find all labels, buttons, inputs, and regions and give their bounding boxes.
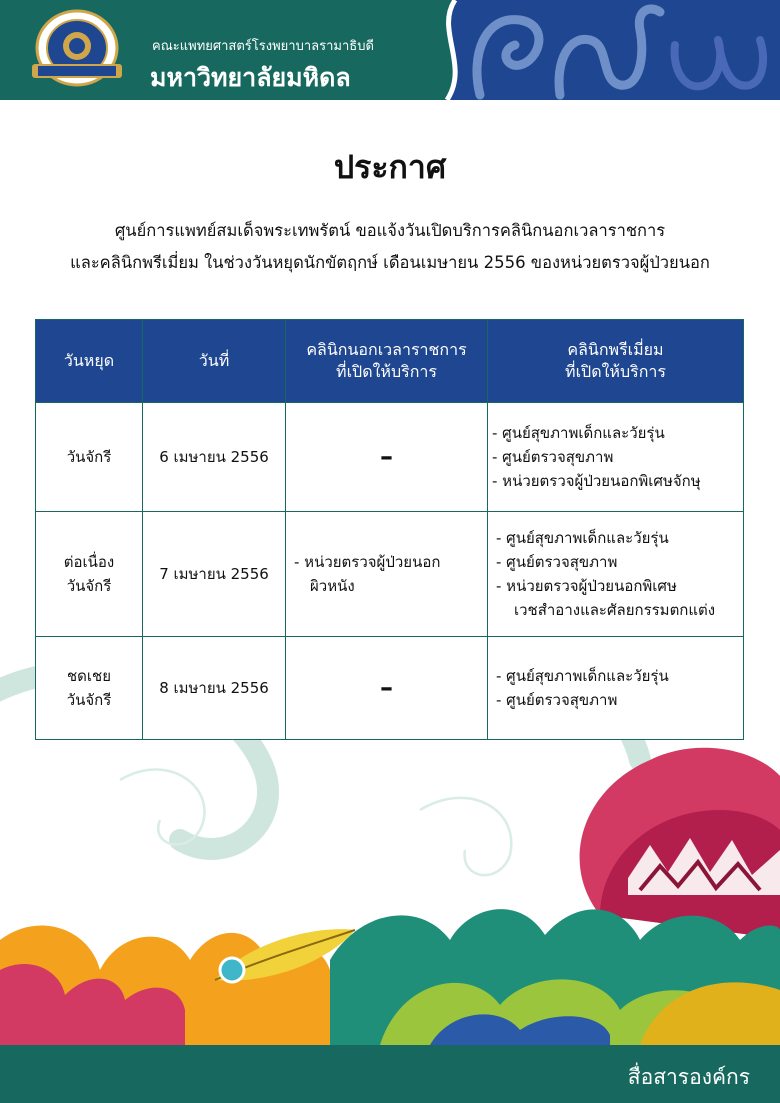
footer-bar xyxy=(0,1045,780,1103)
holiday-name: วันจักรี xyxy=(66,448,112,466)
university-seal-logo xyxy=(28,8,126,92)
outside-clinic-line-2: ผิวหนัง xyxy=(310,577,355,595)
holiday-name-line-1: ชดเชย xyxy=(66,667,112,685)
intro-line-2: และคลินิกพรีเมี่ยม ในช่วงวันหยุดนักขัตฤกษ์ เดือนเมษายน 2556 ของหน่วยตรวจผู้ป่วยนอก xyxy=(70,253,710,272)
outside-clinic-line-1: - หน่วยตรวจผู้ป่วยนอก xyxy=(294,553,441,571)
holiday-name-line-2: วันจักรี xyxy=(66,577,112,595)
header-premium-clinic xyxy=(488,320,744,403)
header-holiday: วันหยุด xyxy=(36,320,143,403)
brand-calligraphy-decoration xyxy=(460,0,780,100)
table-header-row xyxy=(36,320,744,403)
premium-item: - หน่วยตรวจผู้ป่วยนอกพิเศษ xyxy=(496,577,677,595)
holiday-cell xyxy=(36,512,143,637)
header-outside-line-2: ที่เปิดให้บริการ xyxy=(336,362,437,381)
premium-item-continuation: เวชสำอางและศัลยกรรมตกแต่ง xyxy=(514,601,716,619)
faculty-name: คณะแพทยศาสตร์โรงพยาบาลรามาธิบดี xyxy=(152,39,374,54)
outside-clinic-cell xyxy=(286,637,488,740)
university-name: มหาวิทยาลัยมหิดล xyxy=(150,63,351,92)
header-premium-line-1: คลินิกพรีเมี่ยม xyxy=(567,340,664,360)
holiday-cell xyxy=(36,403,143,512)
premium-item: - ศูนย์สุขภาพเด็กและวัยรุ่น xyxy=(496,667,669,685)
intro-line-1: ศูนย์การแพทย์สมเด็จพระเทพรัตน์ ขอแจ้งวันเปิดบริการคลินิกนอกเวลาราชการ xyxy=(114,221,666,240)
table-row xyxy=(36,403,744,512)
table-row xyxy=(36,637,744,740)
date-cell: 7 เมษายน 2556 xyxy=(143,512,286,637)
premium-item: - ศูนย์ตรวจสุขภาพ xyxy=(496,691,618,709)
holiday-name-line-2: วันจักรี xyxy=(66,691,112,709)
table-row xyxy=(36,512,744,637)
holiday-schedule-table xyxy=(35,319,744,740)
date-cell: 6 เมษายน 2556 xyxy=(143,403,286,512)
premium-clinic-cell xyxy=(488,637,744,740)
header-premium-line-2: ที่เปิดให้บริการ xyxy=(565,362,666,381)
premium-item: - ศูนย์สุขภาพเด็กและวัยรุ่น xyxy=(492,424,665,442)
header-banner xyxy=(0,0,780,100)
no-service-dash: – xyxy=(380,673,393,703)
premium-item: - หน่วยตรวจผู้ป่วยนอกพิเศษจักษุ xyxy=(492,472,701,490)
header-outside-hours-clinic xyxy=(286,320,488,403)
no-service-dash: – xyxy=(380,442,393,472)
footer-corporate-communication: สื่อสารองค์กร xyxy=(627,1065,750,1089)
header-date: วันที่ xyxy=(143,320,286,403)
premium-item: - ศูนย์ตรวจสุขภาพ xyxy=(492,448,614,466)
premium-clinic-cell xyxy=(488,512,744,637)
premium-clinic-cell xyxy=(488,403,744,512)
outside-clinic-cell xyxy=(286,512,488,637)
header-outside-line-1: คลินิกนอกเวลาราชการ xyxy=(306,340,467,360)
date-cell: 8 เมษายน 2556 xyxy=(143,637,286,740)
premium-item: - ศูนย์ตรวจสุขภาพ xyxy=(496,553,618,571)
holiday-name-line-1: ต่อเนื่อง xyxy=(63,553,115,571)
holiday-cell xyxy=(36,637,143,740)
outside-clinic-cell xyxy=(286,403,488,512)
premium-item: - ศูนย์สุขภาพเด็กและวัยรุ่น xyxy=(496,529,669,547)
announcement-title: ประกาศ xyxy=(333,148,447,186)
